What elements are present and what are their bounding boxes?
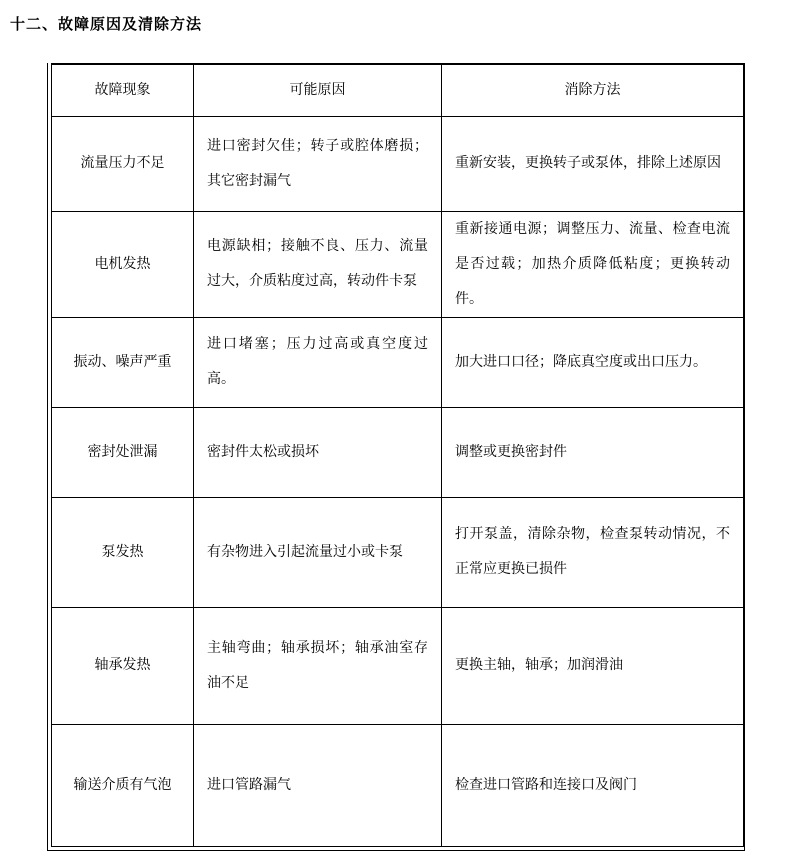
fault-table [51,63,744,847]
phenomenon-cell: 流量压力不足 [52,116,194,211]
table-row [52,607,744,724]
cause-cell: 进口堵塞；压力过高或真空度过高。 [194,317,442,407]
method-cell: 调整或更换密封件 [442,407,744,497]
table-row [52,724,744,846]
column-header-method: 消除方法 [442,64,744,116]
fault-table-border [47,63,745,851]
phenomenon-cell: 电机发热 [52,211,194,317]
cause-cell: 进口密封欠佳；转子或腔体磨损；其它密封漏气 [194,116,442,211]
cause-cell: 有杂物进入引起流量过小或卡泵 [194,497,442,607]
cause-cell: 进口管路漏气 [194,724,442,846]
method-cell: 重新接通电源；调整压力、流量、检查电流是否过载；加热介质降低粘度；更换转动件。 [442,211,744,317]
method-cell: 重新安装，更换转子或泵体，排除上述原因 [442,116,744,211]
table-row [52,116,744,211]
table-row [52,497,744,607]
phenomenon-cell: 轴承发热 [52,607,194,724]
phenomenon-cell: 输送介质有气泡 [52,724,194,846]
column-header-cause: 可能原因 [194,64,442,116]
column-header-phenomenon: 故障现象 [52,64,194,116]
table-header-row [52,64,744,116]
method-cell: 打开泵盖，清除杂物，检查泵转动情况，不正常应更换已损件 [442,497,744,607]
page-title: 十二、故障原因及清除方法 [10,17,203,33]
method-cell: 检查进口管路和连接口及阀门 [442,724,744,846]
table-row [52,317,744,407]
cause-cell: 电源缺相；接触不良、压力、流量过大，介质粘度过高，转动件卡泵 [194,211,442,317]
method-cell: 加大进口口径；降底真空度或出口压力。 [442,317,744,407]
phenomenon-cell: 振动、噪声严重 [52,317,194,407]
cause-cell: 密封件太松或损坏 [194,407,442,497]
method-cell: 更换主轴，轴承；加润滑油 [442,607,744,724]
table-row [52,407,744,497]
phenomenon-cell: 泵发热 [52,497,194,607]
phenomenon-cell: 密封处泄漏 [52,407,194,497]
table-row [52,211,744,317]
cause-cell: 主轴弯曲；轴承损坏；轴承油室存油不足 [194,607,442,724]
